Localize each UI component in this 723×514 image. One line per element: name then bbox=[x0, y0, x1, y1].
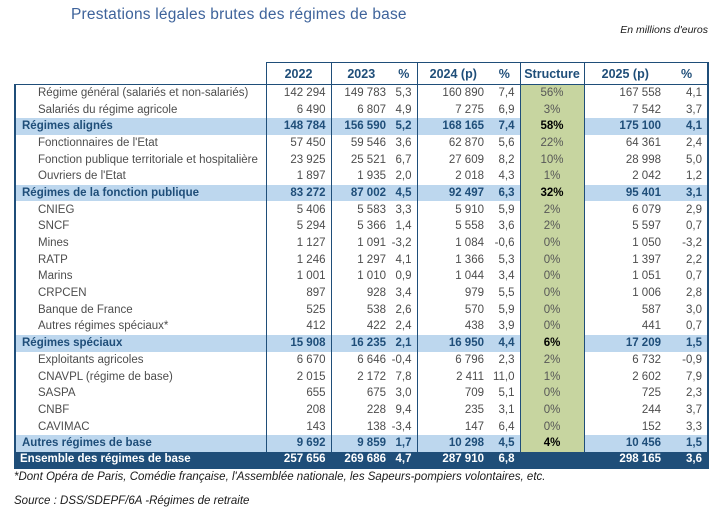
pct-2025: 2,8 bbox=[666, 285, 708, 302]
pct-2024: 5,1 bbox=[498, 387, 515, 400]
pct-2023: 3,0 bbox=[395, 387, 412, 400]
pct-2024: 5,5 bbox=[498, 287, 515, 300]
structure-pct: 10% bbox=[520, 151, 584, 168]
val-2024: 1 366 bbox=[417, 251, 489, 268]
val-2022: 2 015 bbox=[266, 368, 331, 385]
val-2025: 64 361 bbox=[584, 135, 666, 152]
table-row bbox=[15, 318, 708, 335]
val-2022: 5 294 bbox=[266, 218, 331, 235]
table-row bbox=[15, 185, 708, 202]
val-2022: 143 bbox=[266, 418, 331, 435]
val-2025: 175 100 bbox=[584, 118, 666, 135]
val-2023: 138 bbox=[331, 418, 391, 435]
val-2024: 7 275 bbox=[417, 101, 489, 118]
val-2023: 228 bbox=[331, 402, 391, 419]
val-2023: 149 783 bbox=[331, 85, 391, 102]
column-header-structure: Structure bbox=[520, 63, 584, 85]
pct-2023: 3,3 bbox=[395, 203, 412, 216]
pct-2025: 3,6 bbox=[666, 452, 708, 469]
pct-2025: 4,1 bbox=[666, 85, 708, 102]
pct-2025: 3,0 bbox=[666, 301, 708, 318]
pct-2025: -0,9 bbox=[666, 352, 708, 369]
pct-2025: 3,7 bbox=[666, 402, 708, 419]
val-2022: 6 490 bbox=[266, 101, 331, 118]
val-2022: 57 450 bbox=[266, 135, 331, 152]
pct-2024: 6,9 bbox=[498, 103, 515, 116]
structure-pct: 1% bbox=[520, 168, 584, 185]
pct-2025: 1,2 bbox=[666, 168, 708, 185]
val-2023: 59 546 bbox=[331, 135, 391, 152]
pct-2025: 2,3 bbox=[666, 385, 708, 402]
val-2022: 1 246 bbox=[266, 251, 331, 268]
pct-2023: 4,7 bbox=[391, 452, 417, 469]
table-row bbox=[15, 268, 708, 285]
val-2025: 244 bbox=[584, 402, 666, 419]
val-2022: 23 925 bbox=[266, 151, 331, 168]
structure-pct: 1% bbox=[520, 368, 584, 385]
pct-2023: -3,4 bbox=[391, 420, 412, 433]
val-2025: 6 079 bbox=[584, 201, 666, 218]
val-2025: 1 051 bbox=[584, 268, 666, 285]
pct-2023: -0,4 bbox=[391, 353, 412, 366]
table-row bbox=[15, 101, 708, 118]
row-label: CNIEG bbox=[15, 201, 266, 218]
val-2024: 709 bbox=[417, 385, 489, 402]
unit-note: En millions d'euros bbox=[620, 24, 708, 36]
val-2024: 287 910 bbox=[417, 452, 489, 469]
structure-pct: 22% bbox=[520, 135, 584, 152]
pct-2023: 2,1 bbox=[391, 335, 417, 352]
val-2024: 92 497 bbox=[417, 185, 489, 202]
val-2024: 5 558 bbox=[417, 218, 489, 235]
row-label: RATP bbox=[15, 251, 266, 268]
val-2025: 17 209 bbox=[584, 335, 666, 352]
pct-2025: 3,1 bbox=[666, 185, 708, 202]
row-label: Ouvriers de l'Etat bbox=[15, 168, 266, 185]
row-label: Régimes alignés bbox=[15, 118, 266, 135]
pct-2024: 5,9 bbox=[498, 203, 515, 216]
pct-2023: 1,4 bbox=[395, 220, 412, 233]
structure-pct: 0% bbox=[520, 285, 584, 302]
val-2024: 10 298 bbox=[417, 435, 489, 452]
val-2025: 725 bbox=[584, 385, 666, 402]
table-row bbox=[15, 118, 708, 135]
column-header-pct-2025: % bbox=[666, 63, 708, 85]
pct-2023: 2,6 bbox=[395, 303, 412, 316]
val-2022: 6 670 bbox=[266, 352, 331, 369]
val-2025: 441 bbox=[584, 318, 666, 335]
pct-2025: 2,4 bbox=[666, 135, 708, 152]
table-header-row bbox=[15, 63, 708, 85]
table-row bbox=[15, 435, 708, 452]
val-2025: 152 bbox=[584, 418, 666, 435]
pct-2024: 4,4 bbox=[489, 335, 520, 352]
pct-2025: 1,5 bbox=[666, 435, 708, 452]
row-label: Régimes spéciaux bbox=[15, 335, 266, 352]
pct-2025: 0,7 bbox=[666, 318, 708, 335]
val-2023: 6 646 bbox=[331, 352, 391, 369]
structure-pct: 2% bbox=[520, 201, 584, 218]
table-row bbox=[15, 352, 708, 369]
page-title: Prestations légales brutes des régimes de base bbox=[71, 6, 407, 23]
val-2024: 1 044 bbox=[417, 268, 489, 285]
structure-pct: 0% bbox=[520, 301, 584, 318]
structure-pct: 0% bbox=[520, 251, 584, 268]
pct-2024: 3,1 bbox=[498, 403, 515, 416]
val-2024: 979 bbox=[417, 285, 489, 302]
val-2025: 2 042 bbox=[584, 168, 666, 185]
val-2024: 235 bbox=[417, 402, 489, 419]
val-2022: 897 bbox=[266, 285, 331, 302]
row-label: Mines bbox=[15, 235, 266, 252]
table-row bbox=[15, 251, 708, 268]
table-row bbox=[15, 135, 708, 152]
row-label: Régimes de la fonction publique bbox=[15, 185, 266, 202]
structure-pct: 56% bbox=[520, 85, 584, 102]
pct-2024: 3,6 bbox=[498, 220, 515, 233]
val-2025: 587 bbox=[584, 301, 666, 318]
val-2022: 655 bbox=[266, 385, 331, 402]
column-header-pct-2024: % bbox=[489, 63, 520, 85]
val-2023: 538 bbox=[331, 301, 391, 318]
val-2023: 6 807 bbox=[331, 101, 391, 118]
val-2025: 1 006 bbox=[584, 285, 666, 302]
pct-2023: 7,8 bbox=[395, 370, 412, 383]
val-2022: 83 272 bbox=[266, 185, 331, 202]
pct-2025: 2,2 bbox=[666, 251, 708, 268]
pct-2024: 3,4 bbox=[498, 270, 515, 283]
val-2023: 5 366 bbox=[331, 218, 391, 235]
pct-2023: 6,7 bbox=[395, 153, 412, 166]
val-2024: 16 950 bbox=[417, 335, 489, 352]
pct-2025: 1,5 bbox=[666, 335, 708, 352]
val-2023: 422 bbox=[331, 318, 391, 335]
structure-pct: 0% bbox=[520, 385, 584, 402]
row-label: CRPCEN bbox=[15, 285, 266, 302]
val-2023: 16 235 bbox=[331, 335, 391, 352]
row-label: Ensemble des régimes de base bbox=[15, 452, 266, 469]
pct-2025: 0,7 bbox=[666, 218, 708, 235]
table-row bbox=[15, 201, 708, 218]
structure-pct bbox=[520, 452, 584, 469]
val-2022: 208 bbox=[266, 402, 331, 419]
pct-2025: 7,9 bbox=[666, 368, 708, 385]
pct-2025: -3,2 bbox=[666, 235, 708, 252]
val-2023: 1 297 bbox=[331, 251, 391, 268]
table-row bbox=[15, 368, 708, 385]
val-2023: 156 590 bbox=[331, 118, 391, 135]
pct-2024: 8,2 bbox=[498, 153, 515, 166]
pct-2023: 5,2 bbox=[391, 118, 417, 135]
val-2025: 28 998 bbox=[584, 151, 666, 168]
structure-pct: 0% bbox=[520, 402, 584, 419]
table-row bbox=[15, 235, 708, 252]
pct-2025: 4,1 bbox=[666, 118, 708, 135]
val-2023: 2 172 bbox=[331, 368, 391, 385]
pct-2024: 4,3 bbox=[498, 170, 515, 183]
table-row bbox=[15, 418, 708, 435]
val-2023: 1 010 bbox=[331, 268, 391, 285]
val-2022: 148 784 bbox=[266, 118, 331, 135]
table-row bbox=[15, 168, 708, 185]
val-2023: 1 935 bbox=[331, 168, 391, 185]
pct-2024: 4,5 bbox=[489, 435, 520, 452]
val-2024: 438 bbox=[417, 318, 489, 335]
val-2024: 62 870 bbox=[417, 135, 489, 152]
structure-pct: 3% bbox=[520, 101, 584, 118]
val-2024: 5 910 bbox=[417, 201, 489, 218]
val-2024: 147 bbox=[417, 418, 489, 435]
pct-2023: 1,7 bbox=[391, 435, 417, 452]
row-label: Régime général (salariés et non-salariés) bbox=[15, 85, 266, 102]
table-row bbox=[15, 218, 708, 235]
val-2023: 25 521 bbox=[331, 151, 391, 168]
val-2025: 167 558 bbox=[584, 85, 666, 102]
pct-2024: 7,4 bbox=[498, 87, 515, 100]
regimes-table bbox=[14, 62, 709, 469]
pct-2024: 5,9 bbox=[498, 303, 515, 316]
val-2024: 2 018 bbox=[417, 168, 489, 185]
pct-2023: -3,2 bbox=[391, 237, 412, 250]
structure-pct: 0% bbox=[520, 418, 584, 435]
pct-2023: 3,4 bbox=[395, 287, 412, 300]
pct-2024: -0,6 bbox=[494, 237, 515, 250]
val-2024: 1 084 bbox=[417, 235, 489, 252]
val-2022: 1 001 bbox=[266, 268, 331, 285]
pct-2024: 11,0 bbox=[492, 370, 515, 383]
pct-2023: 4,5 bbox=[391, 185, 417, 202]
table-row bbox=[15, 85, 708, 102]
row-label: Exploitants agricoles bbox=[15, 352, 266, 369]
row-label: Autres régimes de base bbox=[15, 435, 266, 452]
table-row bbox=[15, 301, 708, 318]
pct-2025: 2,9 bbox=[666, 201, 708, 218]
table-row bbox=[15, 402, 708, 419]
pct-2023: 4,9 bbox=[395, 103, 412, 116]
pct-2023: 9,4 bbox=[395, 403, 412, 416]
row-label: Fonctionnaires de l'Etat bbox=[15, 135, 266, 152]
val-2022: 525 bbox=[266, 301, 331, 318]
val-2024: 6 796 bbox=[417, 352, 489, 369]
structure-pct: 0% bbox=[520, 235, 584, 252]
row-label: Autres régimes spéciaux* bbox=[15, 318, 266, 335]
pct-2024: 6,8 bbox=[489, 452, 520, 469]
table-row bbox=[15, 151, 708, 168]
table-body bbox=[15, 85, 708, 469]
column-header-2025: 2025 (p) bbox=[584, 63, 666, 85]
footnote: *Dont Opéra de Paris, Comédie française, l'Assemblée nationale, les Sapeurs-pompiers volontaires, etc. bbox=[14, 471, 546, 483]
val-2022: 257 656 bbox=[266, 452, 331, 469]
val-2023: 928 bbox=[331, 285, 391, 302]
pct-2023: 5,3 bbox=[395, 87, 412, 100]
structure-pct: 32% bbox=[520, 185, 584, 202]
val-2024: 168 165 bbox=[417, 118, 489, 135]
pct-2023: 4,1 bbox=[395, 253, 412, 266]
source-note: Source : DSS/SDEPF/6A -Régimes de retraite bbox=[14, 495, 250, 507]
structure-pct: 2% bbox=[520, 352, 584, 369]
val-2022: 9 692 bbox=[266, 435, 331, 452]
val-2023: 5 583 bbox=[331, 201, 391, 218]
val-2024: 570 bbox=[417, 301, 489, 318]
structure-pct: 2% bbox=[520, 218, 584, 235]
val-2024: 160 890 bbox=[417, 85, 489, 102]
val-2022: 142 294 bbox=[266, 85, 331, 102]
column-header-2023: 2023 bbox=[331, 63, 391, 85]
pct-2024: 2,3 bbox=[498, 353, 515, 366]
structure-pct: 6% bbox=[520, 335, 584, 352]
row-label: CAVIMAC bbox=[15, 418, 266, 435]
pct-2023: 3,6 bbox=[395, 136, 412, 149]
row-label: SNCF bbox=[15, 218, 266, 235]
val-2023: 675 bbox=[331, 385, 391, 402]
row-label: SASPA bbox=[15, 385, 266, 402]
pct-2025: 5,0 bbox=[666, 151, 708, 168]
val-2025: 10 456 bbox=[584, 435, 666, 452]
pct-2024: 3,9 bbox=[498, 320, 515, 333]
val-2022: 1 127 bbox=[266, 235, 331, 252]
row-label: Salariés du régime agricole bbox=[15, 101, 266, 118]
val-2023: 269 686 bbox=[331, 452, 391, 469]
val-2025: 1 050 bbox=[584, 235, 666, 252]
row-label: CNBF bbox=[15, 402, 266, 419]
pct-2025: 3,3 bbox=[666, 418, 708, 435]
pct-2024: 6,4 bbox=[498, 420, 515, 433]
val-2022: 15 908 bbox=[266, 335, 331, 352]
val-2025: 298 165 bbox=[584, 452, 666, 469]
val-2023: 1 091 bbox=[331, 235, 391, 252]
pct-2024: 5,3 bbox=[498, 253, 515, 266]
row-label: Banque de France bbox=[15, 301, 266, 318]
pct-2025: 3,7 bbox=[666, 101, 708, 118]
table-row bbox=[15, 285, 708, 302]
pct-2024: 5,6 bbox=[498, 136, 515, 149]
structure-pct: 0% bbox=[520, 318, 584, 335]
column-header-pct-2023: % bbox=[391, 63, 417, 85]
structure-pct: 4% bbox=[520, 435, 584, 452]
pct-2025: 0,7 bbox=[666, 268, 708, 285]
val-2025: 6 732 bbox=[584, 352, 666, 369]
val-2024: 2 411 bbox=[417, 368, 489, 385]
val-2025: 5 597 bbox=[584, 218, 666, 235]
table-row bbox=[15, 335, 708, 352]
table-row bbox=[15, 452, 708, 469]
table-row bbox=[15, 385, 708, 402]
pct-2023: 0,9 bbox=[395, 270, 412, 283]
corner-cell bbox=[15, 63, 266, 85]
row-label: CNAVPL (régime de base) bbox=[15, 368, 266, 385]
column-header-2022: 2022 bbox=[266, 63, 331, 85]
row-label: Marins bbox=[15, 268, 266, 285]
val-2022: 412 bbox=[266, 318, 331, 335]
structure-pct: 0% bbox=[520, 268, 584, 285]
val-2025: 2 602 bbox=[584, 368, 666, 385]
data-table bbox=[14, 62, 709, 469]
val-2022: 1 897 bbox=[266, 168, 331, 185]
val-2025: 95 401 bbox=[584, 185, 666, 202]
pct-2024: 6,3 bbox=[489, 185, 520, 202]
structure-pct: 58% bbox=[520, 118, 584, 135]
val-2025: 7 542 bbox=[584, 101, 666, 118]
pct-2024: 7,4 bbox=[489, 118, 520, 135]
pct-2023: 2,0 bbox=[395, 170, 412, 183]
row-label: Fonction publique territoriale et hospitalière bbox=[15, 151, 266, 168]
val-2025: 1 397 bbox=[584, 251, 666, 268]
pct-2023: 2,4 bbox=[395, 320, 412, 333]
column-header-2024: 2024 (p) bbox=[417, 63, 489, 85]
val-2023: 9 859 bbox=[331, 435, 391, 452]
val-2023: 87 002 bbox=[331, 185, 391, 202]
val-2022: 5 406 bbox=[266, 201, 331, 218]
val-2024: 27 609 bbox=[417, 151, 489, 168]
